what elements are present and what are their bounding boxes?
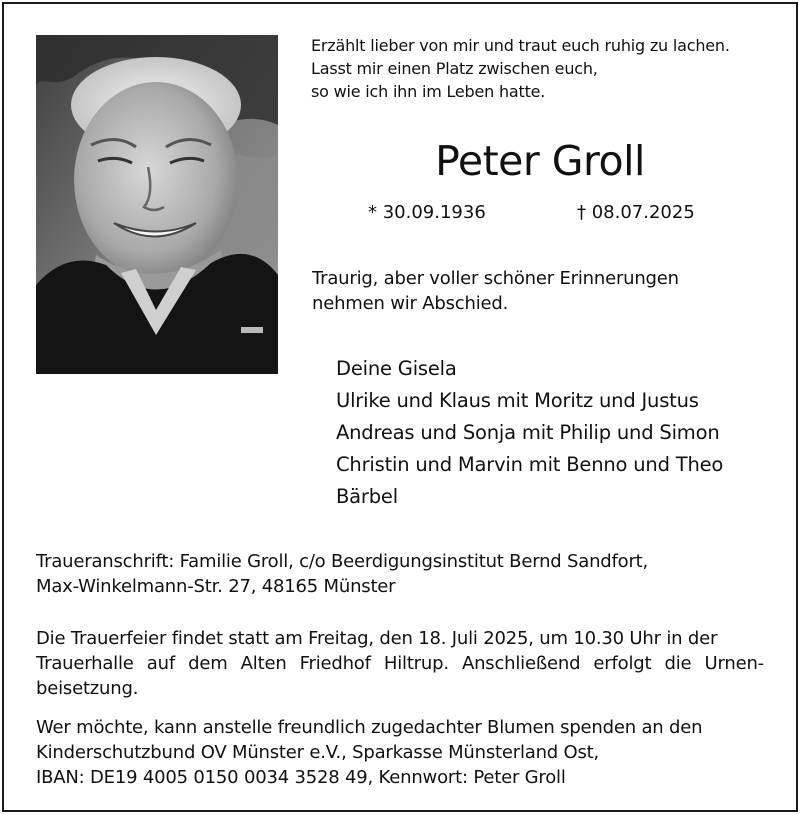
mourning-address: [36, 549, 776, 599]
deceased-name: Peter Groll: [435, 137, 645, 185]
death-date: † 08.07.2025: [577, 202, 695, 223]
quote-line: Erzählt lieber von mir und traut euch ruhig zu lachen.: [311, 36, 730, 55]
ceremony-line: Die Trauerfeier findet statt am Freitag, den 18. Juli 2025, um 10.30 Uhr in der: [36, 628, 718, 649]
family-list: [336, 353, 786, 513]
ceremony-word: die: [664, 653, 692, 674]
address-line: Traueranschrift: Familie Groll, c/o Beerdigungsinstitut Bernd Sandfort,: [36, 551, 649, 572]
family-member: Bärbel: [336, 485, 398, 508]
family-member: Andreas und Sonja mit Philip und Simon: [336, 421, 720, 444]
family-member: Deine Gisela: [336, 357, 457, 380]
ceremony-word: dem: [188, 653, 228, 674]
ceremony-word: erfolgt: [593, 653, 652, 674]
mourning-statement: [312, 266, 782, 316]
ceremony-word: auf: [146, 653, 175, 674]
donation-line: Wer möchte, kann anstelle freundlich zugedachter Blumen spenden an den: [36, 717, 703, 738]
memorial-quote: [311, 34, 781, 103]
family-member: Christin und Marvin mit Benno und Theo: [336, 453, 724, 476]
family-member: Ulrike und Klaus mit Moritz und Justus: [336, 389, 699, 412]
quote-line: Lasst mir einen Platz zwischen euch,: [311, 59, 598, 78]
ceremony-word: Alten: [240, 653, 287, 674]
address-line: Max-Winkelmann-Str. 27, 48165 Münster: [36, 576, 396, 597]
ceremony-word: Hiltrup.: [383, 653, 449, 674]
donation-line: IBAN: DE19 4005 0150 0034 3528 49, Kennwort: Peter Groll: [36, 767, 566, 788]
donation-info: [36, 715, 776, 790]
quote-line: so wie ich ihn im Leben hatte.: [311, 82, 546, 101]
donation-line: Kinderschutzbund OV Münster e.V., Sparkasse Münsterland Ost,: [36, 742, 600, 763]
mourning-line: nehmen wir Abschied.: [312, 293, 509, 314]
ceremony-word: Friedhof: [299, 653, 371, 674]
ceremony-word: Trauerhalle: [36, 653, 134, 674]
ceremony-line-justified: [36, 651, 764, 676]
ceremony-line: beisetzung.: [36, 678, 139, 699]
mourning-line: Traurig, aber voller schöner Erinnerungen: [312, 268, 679, 289]
birth-date: * 30.09.1936: [368, 202, 486, 223]
gant-logo: [241, 327, 263, 333]
portrait-photo: [36, 35, 278, 374]
ceremony-word: Anschließend: [461, 653, 581, 674]
ceremony-word: Urnen-: [704, 653, 764, 674]
funeral-ceremony-info: [36, 626, 766, 701]
